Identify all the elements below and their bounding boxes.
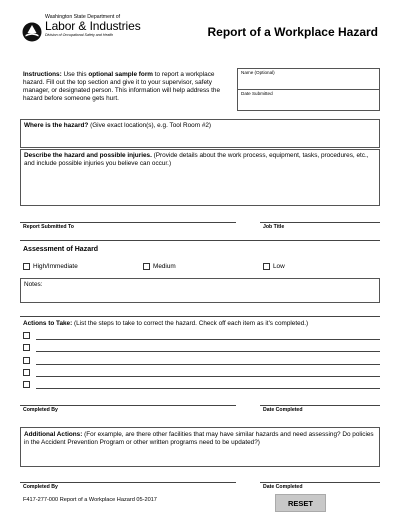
notes-label: Notes: (24, 281, 43, 288)
additional-label: Additional Actions: (24, 431, 83, 438)
action-checkbox-2[interactable] (23, 344, 30, 351)
form-title: Report of a Workplace Hazard (207, 25, 378, 39)
action-checkbox-1[interactable] (23, 332, 30, 339)
high-immediate-label: High/Immediate (33, 263, 78, 270)
low-label: Low (273, 263, 285, 270)
agency-line2: Labor & Industries (45, 19, 141, 33)
actions-divider (20, 316, 380, 317)
low-checkbox[interactable] (263, 263, 270, 270)
additional-actions-heading (24, 431, 376, 447)
high-immediate-checkbox[interactable] (23, 263, 30, 270)
assessment-divider (20, 240, 380, 241)
describe-hazard-label (24, 152, 376, 168)
notes-field[interactable] (20, 278, 380, 303)
actions-label: Actions to Take: (23, 320, 73, 327)
medium-checkbox[interactable] (143, 263, 150, 270)
action-checkbox-3[interactable] (23, 357, 30, 364)
additional-actions-field[interactable] (20, 427, 380, 467)
where-hazard-label (24, 122, 211, 130)
name-field-label: Name (Optional) (241, 70, 275, 75)
agency-name (45, 14, 141, 37)
job-title-label: Job Title (263, 224, 285, 230)
date-submitted-field[interactable] (237, 89, 380, 111)
describe-label: Describe the hazard and possible injuries. (24, 152, 152, 159)
actions-date-completed-line[interactable] (260, 405, 380, 406)
actions-heading (23, 320, 378, 328)
report-submitted-to-line[interactable] (20, 222, 236, 223)
where-hint: (Give exact location(s), e.g. Tool Room #2) (90, 122, 212, 129)
where-label: Where is the hazard? (24, 122, 89, 129)
additional-date-completed-label: Date Completed (263, 484, 303, 490)
date-submitted-label: Date Submitted (241, 91, 273, 96)
describe-hazard-field[interactable] (20, 149, 380, 206)
assessment-heading: Assessment of Hazard (23, 246, 99, 253)
actions-date-completed-label: Date Completed (263, 407, 303, 413)
medium-label: Medium (153, 263, 176, 270)
name-field[interactable] (237, 68, 380, 90)
actions-hint: (List the steps to take to correct the hazard. Check off each item as it's completed.) (74, 320, 309, 327)
agency-line1: Washington State Department of (45, 14, 121, 20)
job-title-line[interactable] (260, 222, 380, 223)
instructions-text-after: to report a workplace hazard. Fill out the top section and give it to your supervisor, safety manager, or designated person. This information will help address the hazard before someone gets hurt. (23, 71, 221, 102)
reset-button[interactable]: RESET (275, 494, 326, 512)
action-line-1[interactable] (36, 339, 380, 340)
additional-completed-by-line[interactable] (20, 482, 236, 483)
lni-logo-icon (22, 22, 42, 42)
additional-date-completed-line[interactable] (260, 482, 380, 483)
additional-hint: (For example, are there other facilities that may have similar hazards and need assessing? Do policies in the Accident Prevention Program or other written programs need to be updated?) (24, 431, 374, 446)
action-line-4[interactable] (36, 376, 380, 377)
action-line-3[interactable] (36, 364, 380, 365)
report-submitted-to-label: Report Submitted To (23, 224, 74, 230)
form-id: F417-277-000 Report of a Workplace Hazard 05-2017 (23, 497, 157, 503)
instructions-emphasis: optional sample form (88, 71, 153, 78)
instructions-text-before: Use this (63, 71, 87, 78)
division-name: Division of Occupational Safety and Health (45, 33, 114, 37)
instructions-label: Instructions: (23, 71, 62, 78)
action-line-5[interactable] (36, 388, 380, 389)
additional-completed-by-label: Completed By (23, 484, 58, 490)
instructions (23, 71, 225, 103)
action-checkbox-4[interactable] (23, 369, 30, 376)
where-hazard-field[interactable] (20, 119, 380, 148)
actions-completed-by-label: Completed By (23, 407, 58, 413)
action-line-2[interactable] (36, 351, 380, 352)
describe-hint: (Provide details about the work process, equipment, tasks, procedures, etc., and include possible injuries you believe can occur.) (24, 152, 369, 167)
action-checkbox-5[interactable] (23, 381, 30, 388)
actions-completed-by-line[interactable] (20, 405, 236, 406)
